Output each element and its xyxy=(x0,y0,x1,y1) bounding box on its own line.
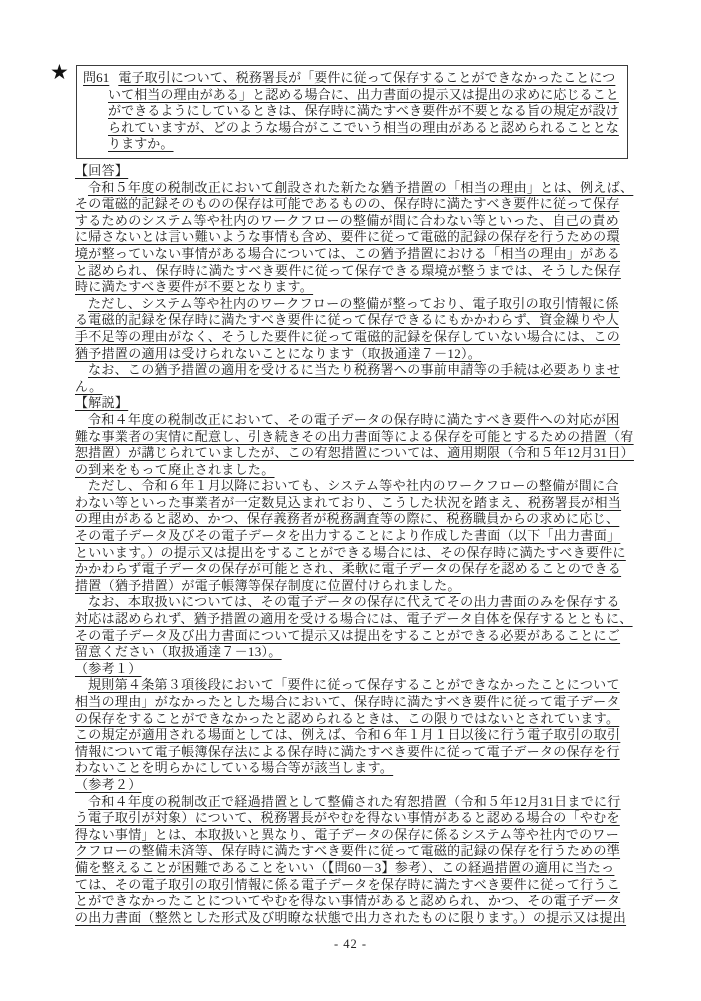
document-body xyxy=(75,163,635,926)
text-line: ただし、令和６年１月以降においても、システム等や社内のワークフローの整備が間に合 xyxy=(88,478,619,494)
star-marker-icon: ★ xyxy=(50,60,69,84)
text-line: 備を整えることが困難であることをいい（【問60－3】参考）、この経過措置の適用に当たっ xyxy=(75,859,615,875)
text-line: とができなかったことについてやむを得ない事情があると認められ、かつ、その電子データ xyxy=(75,893,621,909)
text-line: ては、その電子取引の取引情報に係る電子データを保存時に満たすべき要件に従って行うこ xyxy=(75,876,621,892)
text-line: 措置（猶予措置）が電子帳簿等保存制度に位置付けられました。 xyxy=(75,577,461,593)
question-line xyxy=(83,70,623,87)
text-line: するためのシステム等や社内のワークフローの整備が間に合わない等といった、自己の責め xyxy=(75,212,620,228)
text-line: その電磁的記録そのものの保存は可能であるものの、保存時に満たすべき要件に従って保存 xyxy=(75,196,620,212)
text-line: といいます。）の提示又は提出をすることができる場合には、その保存時に満たすべき要件に xyxy=(75,544,626,560)
text-line: 難な事業者の実情に配意し、引き続きその出力書面等による保存を可能とするための措置（宥 xyxy=(75,428,634,444)
text-line: の出力書面（整然とした形式及び明瞭な状態で出力されたものに限ります。）の提示又は提出 xyxy=(75,909,627,925)
text-line: 規則第４条第３項後段において「要件に従って保存することができなかったことについて xyxy=(88,677,620,693)
text-line: 情報について電子帳簿保存法による保存時に満たすべき要件に従って電子データの保存を行 xyxy=(75,743,620,759)
text-line: クフローの整備未済等、保存時に満たすべき要件に従って電磁的記録の保存を行うための準 xyxy=(75,843,621,859)
text-line: なお、本取扱いについては、その電子データの保存に代えてその出力書面のみを保存する xyxy=(88,594,620,610)
text-line: 時に満たすべき要件が不要となります。 xyxy=(75,279,314,295)
text-line: 得ない事情」とは、本取扱いと異なり、電子データの保存に係るシステム等や社内でのワー xyxy=(75,826,620,842)
question-line: いて相当の理由がある」と認める場合に、出力書面の提示又は提出の求めに応じること xyxy=(108,86,619,102)
text-line: 対応は認められず、猶予措置の適用を受ける場合には、電子データ自体を保存するとともに、 xyxy=(75,611,633,627)
question-line: られていますが、どのような場合がここでいう相当の理由があると認められることとな xyxy=(108,119,619,135)
text-line: ただし、システム等や社内のワークフローの整備が整っており、電子取引の取引情報に係 xyxy=(88,295,619,311)
text-line: の理由があると認め、かつ、保存義務者が税務調査等の際に、税務職員からの求めに応じ、 xyxy=(75,511,620,527)
text-line: 恕措置）が講じられていましたが、この宥恕措置については、適用期限（令和５年12月31日） xyxy=(75,445,634,461)
text-line: 猶予措置の適用は受けられないことになります（取扱通達７－12）。 xyxy=(75,345,482,361)
text-line: る電磁的記録を保存時に満たすべき要件に従って保存できるにもかかわらず、資金繰りや人 xyxy=(75,312,620,328)
text-line: 留意ください（取扱通達７－13）。 xyxy=(75,644,282,660)
text-line: う電子取引が対象）について、税務署長がやむを得ない事情があると認める場合の「やむを xyxy=(75,810,620,826)
text-line: 令和４年度の税制改正において、その電子データの保存時に満たすべき要件への対応が困 xyxy=(88,411,620,427)
text-line: 相当の理由」がなかったとした場合において、保存時に満たすべき要件に従って電子データ xyxy=(75,694,620,709)
text-line: の到来をもって廃止されました。 xyxy=(75,461,275,477)
text-line: かかわらず電子データの保存が可能とされ、柔軟に電子データの保存を認めることのできる xyxy=(75,561,622,577)
section-heading: （参考１） xyxy=(75,660,142,676)
question-number: 問61 xyxy=(83,70,110,85)
question-box xyxy=(76,65,628,159)
text-line: 境が整っていない事情がある場合については、この猶予措置における「相当の理由」がある xyxy=(75,245,621,261)
section-heading: （参考２） xyxy=(75,776,142,792)
question-line: ができるようにしているときは、保存時に満たすべき要件が不要となる旨の規定が設け xyxy=(108,103,619,119)
text-line: ん。 xyxy=(75,378,103,394)
text-line: 令和５年度の税制改正において創設された新たな猶予措置の「相当の理由」とは、例えば、 xyxy=(88,179,634,195)
text-line: その電子データ及び出力書面について提示又は提出をすることができる必要があることにご xyxy=(75,627,621,643)
text-line: なお、この猶予措置の適用を受けるに当たり税務署への事前申請等の手続は必要ありませ xyxy=(88,362,621,378)
question-text: 電子取引について、税務署長が「要件に従って保存することができなかったことにつ xyxy=(118,70,616,85)
question-line: りますか。 xyxy=(108,136,174,152)
text-line: この規定が適用される場面としては、例えば、令和６年１月１日以後に行う電子取引の取引 xyxy=(75,727,621,743)
text-line: わない等といった事業者が一定数見込まれており、こうした状況を踏まえ、税務署長が相当 xyxy=(75,494,622,510)
text-line: 手不足等の理由がなく、そうした要件に従って電磁的記録を保存していない場合には、この xyxy=(75,328,621,344)
section-heading: 【回答】 xyxy=(75,163,129,178)
text-line: その電子データ及びその電子データを出力することにより作成した書面（以下「出力書面」 xyxy=(75,528,621,544)
text-line: 令和４年度の税制改正で経過措置として整備された宥恕措置（令和５年12月31日までに行 xyxy=(88,793,621,809)
text-line: と認められ、保存時に満たすべき要件に従って保存できる環境が整うまでは、そうした保存 xyxy=(75,262,621,278)
section-heading: 【解説】 xyxy=(75,395,129,411)
page-number: - 42 - xyxy=(333,937,368,951)
text-line: に帰さないとは言い難いような事情も含め、要件に従って電磁的記録の保存を行うための環 xyxy=(75,229,620,245)
text-line: の保存をすることができなかったと認められるときは、この限りではないとされています。 xyxy=(75,710,620,726)
text-line: わないことを明らかにしている場合等が該当します。 xyxy=(75,760,394,776)
